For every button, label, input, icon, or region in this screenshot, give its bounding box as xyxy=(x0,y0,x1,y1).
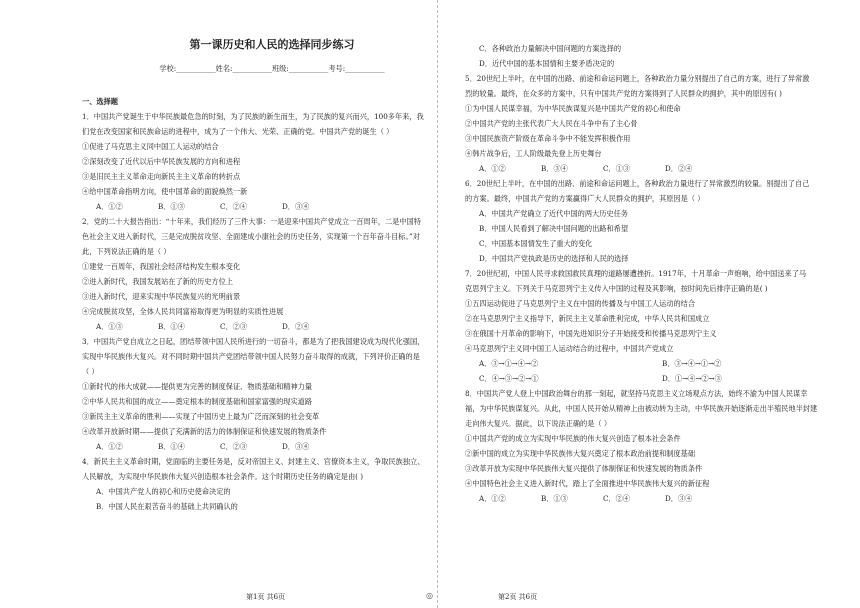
q8-item-1: ①中国共产党的成立为实现中华民族的伟大复兴创造了根本社会条件 xyxy=(465,434,681,443)
q5-option-d[interactable]: D．②④ xyxy=(665,164,693,173)
q3-item-3: ③新民主主义革命的胜利——实现了中国历史上最为广泛而深刻的社会变革 xyxy=(82,412,320,422)
q7-stem-line1: 7．20世纪初，中国人民寻求救国救民真理的道路屡遭挫折。1917年，十月革命一声炮响，给中国送来了马 xyxy=(465,269,807,278)
q7-option-c[interactable]: C．④→③→②→① xyxy=(479,374,539,383)
q2-option-c[interactable]: C．②③ xyxy=(220,322,248,332)
q5-stem-line1: 5．20世纪上半叶，在中国的出路、前途和命运问题上，各种政治力量分别提出了自己的方案，进行了异常激 xyxy=(465,74,810,83)
q3-option-d[interactable]: D．③④ xyxy=(282,442,310,452)
q3-option-c[interactable]: C．②③ xyxy=(220,442,248,452)
q7-option-b[interactable]: B．③→④→①→② xyxy=(662,359,722,368)
q8-stem-line3: 走向伟大复兴。据此，以下说法正确的是（ ） xyxy=(465,419,612,428)
q3-item-1: ①新时代的伟大成就——提供更为完善的制度保证、物质基础和精神力量 xyxy=(82,382,313,392)
q3-stem-line2: 实现中华民族伟大复兴。对不同时期中国共产党团结带领中国人民努力奋斗取得的成就，下列评价正确的是 xyxy=(82,352,420,362)
q3-stem-line3: （ ） xyxy=(82,367,99,377)
q5-option-b[interactable]: B．③④ xyxy=(541,164,568,173)
q1-item-2: ②深刻改变了近代以后中华民族发展的方向和进程 xyxy=(82,157,241,167)
q3-item-2: ②中华人民共和国的成立——奠定根本的制度基础和国家富强的现实道路 xyxy=(82,397,313,407)
q7-stem-line2: 克思列宁主义。下列关于马克思列宁主义传入中国的过程及其影响，按时间先后排序正确的是( ) xyxy=(465,284,768,293)
q4-option-a[interactable]: A．中国共产党人的初心和历史使命决定的 xyxy=(96,487,231,497)
q7-option-d[interactable]: D．①→④→②→③ xyxy=(662,374,722,383)
page-footer-left: 第1页 共6页 xyxy=(246,593,286,601)
q8-item-3: ③改革开放为实现中华民族伟大复兴提供了体制保证和快速发展的物质条件 xyxy=(465,464,703,473)
q5-item-4: ④韩片战争后，工人阶级最先登上历史舞台 xyxy=(465,149,602,158)
q8-item-2: ②新中国的成立为实现中华民族伟大复兴奠定了根本政治前提和制度基础 xyxy=(465,449,696,458)
q2-stem-line1: 2．党的二十大报告指出：“十年来，我们经历了三件大事：一是迎来中国共产党成立一百周年，二是中国特 xyxy=(82,217,421,227)
q5-item-1: ①为中国人民谋幸福，为中华民族谋复兴是中国共产党的初心和使命 xyxy=(465,104,681,113)
q6-option-c[interactable]: C．中国基本国情发生了重大的变化 xyxy=(479,239,593,248)
q5-option-a[interactable]: A．①② xyxy=(479,164,506,173)
q3-options xyxy=(82,442,462,452)
question-block-1 xyxy=(82,97,462,517)
q7-options-row2 xyxy=(465,374,845,384)
q1-item-4: ④给中国革命指明方向，使中国革命的面貌焕然一新 xyxy=(82,187,248,197)
section-heading: 一、选择题 xyxy=(82,97,118,106)
q3-item-4: ④改革开放新时期——提供了充满新的活力的体制保证和快速发展的物质条件 xyxy=(82,427,327,437)
q1-option-b[interactable]: B．①③ xyxy=(158,202,185,212)
q7-item-3: ③在俄国十月革命的影响下，中国先进知识分子开始接受和传播马克思列宁主义 xyxy=(465,329,717,338)
page-title: 第一课历史和人民的选择同步练习 xyxy=(189,38,355,51)
q4-option-c[interactable]: C．各种政治力量解决中国问题的方案选择的 xyxy=(479,44,622,53)
q7-options-row1 xyxy=(465,359,845,369)
q1-stem-line2: 们党在改变国家和民族命运的进程中，成为了一个伟大、光荣、正确的党。中国共产党的诞生（ ） xyxy=(82,127,394,137)
q8-option-d[interactable]: D．③④ xyxy=(665,494,693,503)
q8-stem-line2: 福，为中华民族谋复兴。从此，中国人民开始从精神上由被动转为主动，中华民族开始逐渐走出半殖民地半封建 xyxy=(465,404,818,413)
q2-stem-line2: 色社会主义进入新时代，三是完成脱贫攻坚、全面建成小康社会的历史任务，实现第一个百年奋斗目标。”对 xyxy=(82,232,420,242)
q6-option-a[interactable]: A．中国共产党确立了近代中国的两大历史任务 xyxy=(479,209,628,218)
question-block-2 xyxy=(465,44,845,509)
q7-option-a[interactable]: A．③→①→④→② xyxy=(479,359,539,368)
q6-stem-line2: 的方案。最终，中国共产党的方案赢得广大人民群众的拥护，其原因是（ ） xyxy=(465,194,705,203)
q2-item-2: ②进入新时代，我国发展站在了新的历史方位上 xyxy=(82,277,233,287)
q1-options xyxy=(82,202,462,212)
q5-item-2: ②中国共产党的主张代表广大人民在斗争中有了主心骨 xyxy=(465,119,638,128)
q1-item-3: ③是旧民主主义革命走向新民主主义革命的转折点 xyxy=(82,172,241,182)
q2-option-a[interactable]: A．①③ xyxy=(96,322,123,332)
q2-item-4: ④完成脱贫攻坚，全体人民共同富裕取得更为明显的实质性进展 xyxy=(82,307,284,317)
q3-stem-line1: 3．中国共产党自成立之日起，团结带领中国人民所进行的一切奋斗，都是为了把我国建设成为现代化强国， xyxy=(82,337,425,347)
binding-mark-icon: ◎ xyxy=(426,591,433,600)
q8-option-c[interactable]: C．②④ xyxy=(603,494,631,503)
q2-option-b[interactable]: B．①④ xyxy=(158,322,185,332)
q5-item-3: ③中国民族资产阶级在革命斗争中不能发挥积极作用 xyxy=(465,134,631,143)
page-footer-right: 第2页 共6页 xyxy=(498,593,538,601)
q1-option-d[interactable]: D．③④ xyxy=(282,202,310,212)
q2-item-3: ③进入新时代，迎来实现中华民族复兴的光明前景 xyxy=(82,292,241,302)
q7-item-2: ②在马克思列宁主义指导下，新民主主义革命胜利完成，中华人民共和国成立 xyxy=(465,314,710,323)
q8-option-b[interactable]: B．①③ xyxy=(541,494,568,503)
q6-option-b[interactable]: B．中国人民看到了解决中国问题的出路和希望 xyxy=(479,224,629,233)
q1-option-c[interactable]: C．②④ xyxy=(220,202,248,212)
q8-options xyxy=(465,494,845,504)
q4-option-b[interactable]: B．中国人民在艰苦奋斗的基础上共同确认的 xyxy=(96,502,238,512)
q1-stem-line1: 1．中国共产党诞生于中华民族最危急的时刻，为了民族的新生而生，为了民族的复兴而兴，100多年来，我 xyxy=(82,112,424,122)
q4-stem-line2: 人民解放，为实现中华民族伟大复兴创造根本社会条件。这个时期历史任务的确定是由( ) xyxy=(82,472,364,482)
q3-option-b[interactable]: B．①④ xyxy=(158,442,185,452)
q2-stem-line3: 此，下列说法正确的是（ ） xyxy=(82,247,171,257)
q8-stem-line1: 8．中国共产党人登上中国政治舞台的那一刻起，就坚持马克思主义立场观点方法，始终不渝为中国人民谋幸 xyxy=(465,389,808,398)
q1-option-a[interactable]: A．①② xyxy=(96,202,123,212)
q6-stem-line1: 6．20世纪上半叶，在中国的出路、前途和命运问题上，各种政治力量进行了异常激烈的较量。别提出了自己 xyxy=(465,179,810,188)
q3-option-a[interactable]: A．①② xyxy=(96,442,123,452)
q2-item-1: ①建党一百周年，我国社会经济结构发生根本变化 xyxy=(82,262,241,272)
q2-options xyxy=(82,322,462,332)
q5-options xyxy=(465,164,845,174)
q8-item-4: ④中国特色社会主义进入新时代，踏上了全面推进中华民族伟大复兴的新征程 xyxy=(465,479,710,488)
q6-option-d[interactable]: D．中国共产党执政是历史的选择和人民的选择 xyxy=(479,254,629,263)
q4-option-d[interactable]: D．近代中国的基本国情和主要矛盾决定的 xyxy=(479,59,615,68)
q1-item-1: ①促进了马克思主义同中国工人运动的结合 xyxy=(82,142,219,152)
q8-option-a[interactable]: A．①② xyxy=(479,494,506,503)
q4-stem-line1: 4．新民主主义革命时期，党面临的主要任务是，反对帝国主义、封建主义、官僚资本主义，争取民族独立、 xyxy=(82,457,425,467)
q2-option-d[interactable]: D．②④ xyxy=(282,322,310,332)
q5-option-c[interactable]: C．①③ xyxy=(603,164,631,173)
student-info-line: 学校:___________姓名:___________班级:___________考号:___________ xyxy=(159,64,385,73)
q7-item-1: ①五四运动促进了马克思列宁主义在中国的传播及与中国工人运动的结合 xyxy=(465,299,696,308)
q5-stem-line2: 烈的较量。最终，在众多的方案中，只有中国共产党的方案得到了人民群众的拥护，其中的原因有( ) xyxy=(465,89,782,98)
q7-item-4: ④马克思列宁主义同中国工人运动结合的过程中，中国共产党成立 xyxy=(465,344,674,353)
